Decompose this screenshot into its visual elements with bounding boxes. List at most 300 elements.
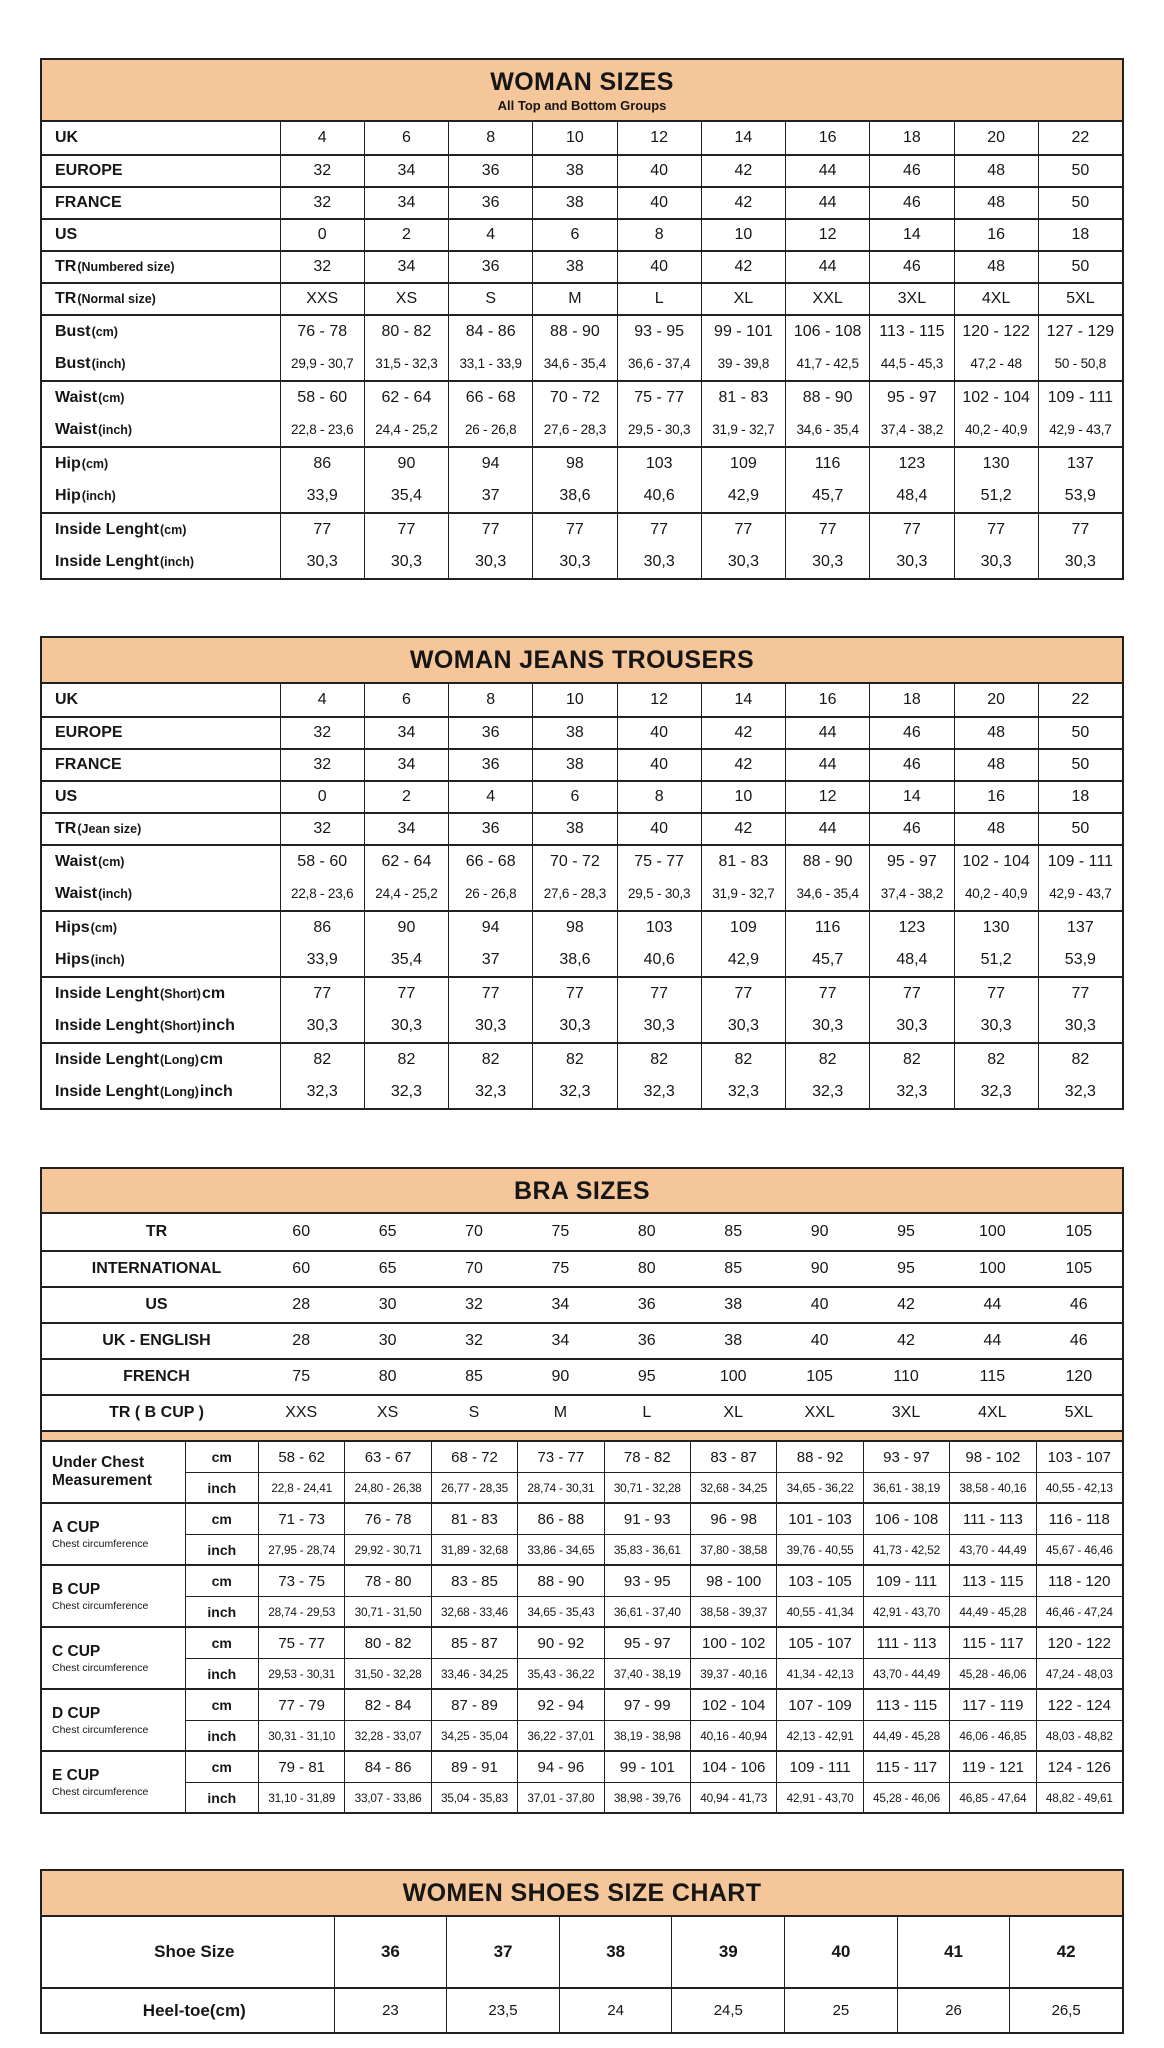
size-cell: 37 [448,480,532,512]
woman-sizes-subtitle: All Top and Bottom Groups [497,97,667,113]
size-cell: XS [376,1404,399,1422]
size-cell: 45,67 - 46,46 [1036,1534,1122,1564]
size-cell: 42,13 - 42,91 [776,1720,862,1750]
size-cell: 50 [1038,750,1122,780]
size-cell: 38 [532,188,616,218]
size-cell: L [617,284,701,314]
size-cell: 14 [701,122,785,154]
size-cell: 44 [785,750,869,780]
size-cell: 30,31 - 31,10 [258,1720,344,1750]
size-cell: 80 - 82 [364,316,448,348]
size-cell: 12 [785,782,869,812]
size-cell: 44 [983,1332,1002,1350]
row-label: FRANCE [55,755,122,773]
cup-label [42,1504,185,1564]
unit-cm-cell: cm [185,1566,258,1596]
table-row [42,978,1122,1010]
size-cell: 43,70 - 44,49 [863,1658,949,1688]
size-cell: 47,24 - 48,03 [1036,1658,1122,1688]
size-cell: 46 [869,156,953,186]
size-cell: 33,46 - 34,25 [431,1658,517,1688]
size-cell: XL [701,284,785,314]
row-label: UK - ENGLISH [102,1332,211,1350]
size-cell: 8 [617,782,701,812]
size-cell: 4 [280,684,364,716]
cup-title: Under Chest Measurement [52,1454,152,1490]
size-cell: 42 [701,156,785,186]
size-cell: 42 [701,814,785,844]
size-cell: 115 - 117 [863,1752,949,1782]
size-cell: 48 [954,188,1038,218]
size-cell: 16 [785,122,869,154]
size-cell: 77 [954,514,1038,546]
size-cell: 85 [465,1368,483,1386]
size-cell: 100 [719,1368,747,1386]
size-cell: 137 [1038,912,1122,944]
size-cell: 31,5 - 32,3 [364,348,448,380]
size-cell: 77 [869,514,953,546]
size-cell: 42,91 - 43,70 [863,1596,949,1626]
unit-cm-cell: cm [185,1752,258,1782]
size-cell: 31,50 - 32,28 [344,1658,430,1688]
size-cell: 42,9 [701,944,785,976]
size-cell: 38,58 - 40,16 [949,1472,1035,1502]
table-row [42,186,1122,218]
row-label: US [55,225,78,243]
size-cell: 77 - 79 [258,1690,344,1720]
size-cell: 88 - 90 [785,846,869,878]
size-cell: 45,7 [785,480,869,512]
size-cell: 123 [869,912,953,944]
size-cell: 100 [979,1223,1006,1241]
woman-sizes-header [42,60,1122,122]
size-cell: 35,43 - 36,22 [517,1658,603,1688]
table-row [42,944,1122,976]
size-cell: 45,28 - 46,06 [949,1658,1035,1688]
size-cell: 106 - 108 [863,1504,949,1534]
row-label: Waist (inch) [55,420,133,438]
unit-cm-cell: cm [185,1628,258,1658]
size-cell: 105 [806,1368,833,1386]
table-row [42,122,1122,154]
size-cell: 40,2 - 40,9 [954,414,1038,446]
size-cell: 8 [448,122,532,154]
size-cell: 82 - 84 [344,1690,430,1720]
size-cell: 48 [954,156,1038,186]
size-cell: 75 - 77 [617,846,701,878]
size-cell: 32 [280,252,364,282]
cup-label [42,1752,185,1812]
size-cell: 4XL [978,1404,1007,1422]
size-cell: 38,19 - 38,98 [604,1720,690,1750]
size-cell: 77 [532,514,616,546]
size-cell: 37,4 - 38,2 [869,878,953,910]
size-cell: 39,37 - 40,16 [690,1658,776,1688]
size-cell: 27,6 - 28,3 [532,878,616,910]
row-label: Shoe Size [154,1942,235,1961]
row-label: Bust (cm) [55,322,118,340]
cup-group [42,1564,1122,1626]
table-row [42,348,1122,380]
table-row [42,1394,1122,1430]
size-cell: 31,9 - 32,7 [701,878,785,910]
size-cell: 42,9 - 43,7 [1038,878,1122,910]
size-cell: 77 [280,514,364,546]
size-cell: 8 [617,220,701,250]
shoes-table [40,1869,1124,2034]
cup-group [42,1626,1122,1688]
size-cell: 12 [617,122,701,154]
size-cell: 36 [637,1332,656,1350]
size-cell: 75 - 77 [617,382,701,414]
size-cell: 40 [810,1296,829,1314]
size-cell: 30,71 - 32,28 [604,1472,690,1502]
size-cell: 46 [869,814,953,844]
size-cell: 30,3 [785,1010,869,1042]
size-cell: 44,49 - 45,28 [949,1596,1035,1626]
size-cell: 44 [785,156,869,186]
size-cell: 32 [280,814,364,844]
row-label: UK [55,128,79,146]
bra-cups-body [42,1442,1122,1812]
table-row [42,1917,1122,1987]
row-label: EUROPE [55,723,123,741]
woman-jeans-header [42,638,1122,684]
size-cell: 44,49 - 45,28 [863,1720,949,1750]
size-cell: 91 - 93 [604,1504,690,1534]
row-label: Inside Lenght (Long) cm [55,1050,223,1068]
size-cell: 32,3 [954,1076,1038,1108]
size-cell: 44 [785,814,869,844]
size-cell: 116 - 118 [1036,1504,1122,1534]
size-cell: 42 [701,188,785,218]
size-cell: 79 - 81 [258,1752,344,1782]
size-cell: 113 - 115 [863,1690,949,1720]
size-cell: 26,77 - 28,35 [431,1472,517,1502]
size-cell: 31,89 - 32,68 [431,1534,517,1564]
cup-sublabel: Chest circumference [52,1785,149,1798]
size-cell: 94 [448,912,532,944]
size-cell: 82 [448,1044,532,1076]
size-cell: 44 [785,188,869,218]
size-cell: 77 [617,514,701,546]
size-cell: 48,4 [869,944,953,976]
size-cell: 46 [869,252,953,282]
size-cell: 30,3 [364,546,448,578]
size-cell: 32,68 - 33,46 [431,1596,517,1626]
size-cell: 41,34 - 42,13 [776,1658,862,1688]
size-cell: 109 - 111 [776,1752,862,1782]
size-cell: 75 - 77 [258,1628,344,1658]
size-cell: 104 - 106 [690,1752,776,1782]
unit-inch-cell: inch [185,1782,258,1812]
size-cell: 82 [280,1044,364,1076]
size-cell: 80 [378,1368,397,1386]
size-cell: 40 [617,718,701,748]
size-cell: 78 - 82 [604,1442,690,1472]
row-label: TR (Jean size) [55,819,142,837]
size-cell: 110 [893,1368,919,1386]
row-label: Inside Lenght (Short) inch [55,1016,235,1034]
size-cell: 24,5 [671,1989,784,2032]
size-cell: 82 [869,1044,953,1076]
row-label: US [145,1296,168,1314]
size-cell: 99 - 101 [604,1752,690,1782]
size-cell: 29,9 - 30,7 [280,348,364,380]
size-cell: 37 [446,1917,559,1987]
size-cell: 38,6 [532,480,616,512]
size-cell: 44 [983,1296,1002,1314]
size-cell: 48 [954,750,1038,780]
size-cell: 10 [701,220,785,250]
size-cell: 31,9 - 32,7 [701,414,785,446]
row-label: EUROPE [55,161,123,179]
size-cell: 62 - 64 [364,846,448,878]
size-cell: 68 - 72 [431,1442,517,1472]
size-cell: 23,5 [446,1989,559,2032]
size-cell: 28 [292,1332,311,1350]
size-cell: 35,4 [364,480,448,512]
size-cell: 90 [364,448,448,480]
size-cell: 40,94 - 41,73 [690,1782,776,1812]
size-cell: 30,3 [364,1010,448,1042]
size-cell: 76 - 78 [280,316,364,348]
size-cell: 95 - 97 [869,846,953,878]
size-cell: 34 [364,814,448,844]
size-cell: 18 [1038,220,1122,250]
size-cell: 77 [1038,514,1122,546]
size-cell: 16 [954,220,1038,250]
size-cell: 10 [532,122,616,154]
size-cell: 50 - 50,8 [1038,348,1122,380]
size-cell: 20 [954,122,1038,154]
table-row [42,684,1122,716]
size-cell: 48,82 - 49,61 [1036,1782,1122,1812]
size-cell: 99 - 101 [701,316,785,348]
size-cell: 42,9 - 43,7 [1038,414,1122,446]
size-cell: 38,58 - 39,37 [690,1596,776,1626]
size-cell: 46 [869,718,953,748]
size-cell: 30,3 [448,546,532,578]
row-label: Inside Lenght (cm) [55,520,187,538]
cup-sublabel: Chest circumference [52,1661,149,1674]
size-cell: 105 [1065,1223,1093,1241]
table-row [42,382,1122,414]
size-cell: 30,3 [954,546,1038,578]
size-cell: 115 [979,1368,1006,1386]
size-cell: 34,6 - 35,4 [532,348,616,380]
size-cell: 40 [617,188,701,218]
row-group [42,314,1122,380]
size-cell: 98 [532,912,616,944]
size-cell: 39,76 - 40,55 [776,1534,862,1564]
size-cell: 40 [617,750,701,780]
size-cell: 47,2 - 48 [954,348,1038,380]
size-cell: 85 - 87 [431,1628,517,1658]
size-cell: 58 - 60 [280,846,364,878]
size-cell: 86 [280,448,364,480]
size-cell: 80 - 82 [344,1628,430,1658]
size-cell: 39 [671,1917,784,1987]
size-cell: 26,5 [1009,1989,1122,2032]
cup-title: E CUP [52,1766,100,1784]
table-row [42,1214,1122,1250]
size-cell: 42 [701,718,785,748]
woman-jeans-title: WOMAN JEANS TROUSERS [409,645,755,674]
size-cell: 76 - 78 [344,1504,430,1534]
size-cell: 116 [785,448,869,480]
size-cell: 32,68 - 34,25 [690,1472,776,1502]
size-cell: 118 - 120 [1036,1566,1122,1596]
woman-sizes-body [42,122,1122,578]
size-cell: 40,16 - 40,94 [690,1720,776,1750]
size-cell: 70 - 72 [532,382,616,414]
table-row [42,1076,1122,1108]
size-cell: 6 [532,220,616,250]
size-cell: 35,4 [364,944,448,976]
size-cell: 10 [532,684,616,716]
size-cell: 107 - 109 [776,1690,862,1720]
size-cell: 70 [465,1260,483,1278]
size-cell: 25 [784,1989,897,2032]
size-cell: 77 [617,978,701,1010]
table-row [42,1044,1122,1076]
table-row [42,912,1122,944]
shoes-header [42,1871,1122,1917]
row-label: TR [145,1223,168,1241]
size-cell: 109 [701,448,785,480]
size-cell: 120 - 122 [1036,1628,1122,1658]
size-cell: 2 [364,220,448,250]
size-cell: 30,3 [1038,546,1122,578]
size-cell: 32,3 [785,1076,869,1108]
size-cell: 38 [532,814,616,844]
size-cell: 87 - 89 [431,1690,517,1720]
size-cell: 4 [280,122,364,154]
table-row [42,316,1122,348]
size-cell: 24,4 - 25,2 [364,414,448,446]
size-cell: 109 - 111 [863,1566,949,1596]
size-cell: 35,83 - 36,61 [604,1534,690,1564]
size-cell: 10 [701,782,785,812]
size-cell: 16 [954,782,1038,812]
size-cell: 44 [785,252,869,282]
row-label: Bust (inch) [55,354,126,372]
size-cell: 46,46 - 47,24 [1036,1596,1122,1626]
size-cell: 40,6 [617,480,701,512]
size-cell: 46,85 - 47,64 [949,1782,1035,1812]
size-cell: 51,2 [954,480,1038,512]
size-cell: 115 - 117 [949,1628,1035,1658]
size-cell: 63 - 67 [344,1442,430,1472]
row-label: Hips (inch) [55,950,125,968]
size-cell: 75 [551,1223,570,1241]
size-cell: 34 [364,718,448,748]
row-label: TR (Numbered size) [55,257,175,275]
size-cell: 82 [617,1044,701,1076]
size-cell: 40 [617,252,701,282]
size-cell: 46 [1069,1332,1088,1350]
size-cell: 50 [1038,252,1122,282]
size-cell: 32,3 [617,1076,701,1108]
table-row [42,780,1122,812]
table-row [42,480,1122,512]
size-cell: 22 [1038,122,1122,154]
size-cell: 30,3 [617,1010,701,1042]
size-cell: 82 [364,1044,448,1076]
size-cell: 34,65 - 35,43 [517,1596,603,1626]
size-cell: 96 - 98 [690,1504,776,1534]
size-cell: 20 [954,684,1038,716]
size-cell: 42,91 - 43,70 [776,1782,862,1812]
size-cell: 100 [979,1260,1006,1278]
size-cell: 39 - 39,8 [701,348,785,380]
cup-title: C CUP [52,1642,101,1660]
size-cell: 88 - 90 [785,382,869,414]
size-cell: 95 - 97 [869,382,953,414]
size-cell: 32 [280,750,364,780]
size-cell: 33,86 - 34,65 [517,1534,603,1564]
size-cell: 28,74 - 29,53 [258,1596,344,1626]
size-cell: 100 - 102 [690,1628,776,1658]
row-label: TR (Normal size) [55,289,156,307]
row-group [42,446,1122,512]
size-cell: 37,01 - 37,80 [517,1782,603,1812]
size-cell: 36,6 - 37,4 [617,348,701,380]
size-cell: 36 [448,156,532,186]
size-cell: 34 [551,1332,570,1350]
size-cell: 36 [448,718,532,748]
size-cell: 71 - 73 [258,1504,344,1534]
cup-sublabel: Chest circumference [52,1599,149,1612]
size-cell: 103 [617,448,701,480]
size-cell: 101 - 103 [776,1504,862,1534]
cup-label [42,1566,185,1626]
size-cell: 32 [280,188,364,218]
row-group [42,976,1122,1042]
size-cell: 113 - 115 [869,316,953,348]
table-row [42,716,1122,748]
size-cell: 38 [532,156,616,186]
cup-group [42,1750,1122,1812]
size-cell: 45,28 - 46,06 [863,1782,949,1812]
size-cell: 40,55 - 42,13 [1036,1472,1122,1502]
size-cell: 34 [364,750,448,780]
size-cell: 48,4 [869,480,953,512]
row-group [42,1042,1122,1108]
unit-inch-cell: inch [185,1534,258,1564]
size-cell: 60 [292,1260,311,1278]
size-cell: 30,3 [954,1010,1038,1042]
size-cell: 106 - 108 [785,316,869,348]
size-cell: 127 - 129 [1038,316,1122,348]
size-cell: 77 [364,978,448,1010]
size-cell: 29,92 - 30,71 [344,1534,430,1564]
size-cell: 6 [532,782,616,812]
size-cell: 30,3 [1038,1010,1122,1042]
row-label: US [55,787,78,805]
size-cell: 27,95 - 28,74 [258,1534,344,1564]
size-cell: 42 [897,1296,915,1314]
row-label: FRANCE [55,193,122,211]
size-cell: 34 [364,188,448,218]
size-cell: XXL [804,1404,835,1422]
size-cell: 120 [1065,1368,1093,1386]
table-row [42,218,1122,250]
size-cell: 93 - 97 [863,1442,949,1472]
size-cell: 38 [532,252,616,282]
size-cell: 46 [869,750,953,780]
